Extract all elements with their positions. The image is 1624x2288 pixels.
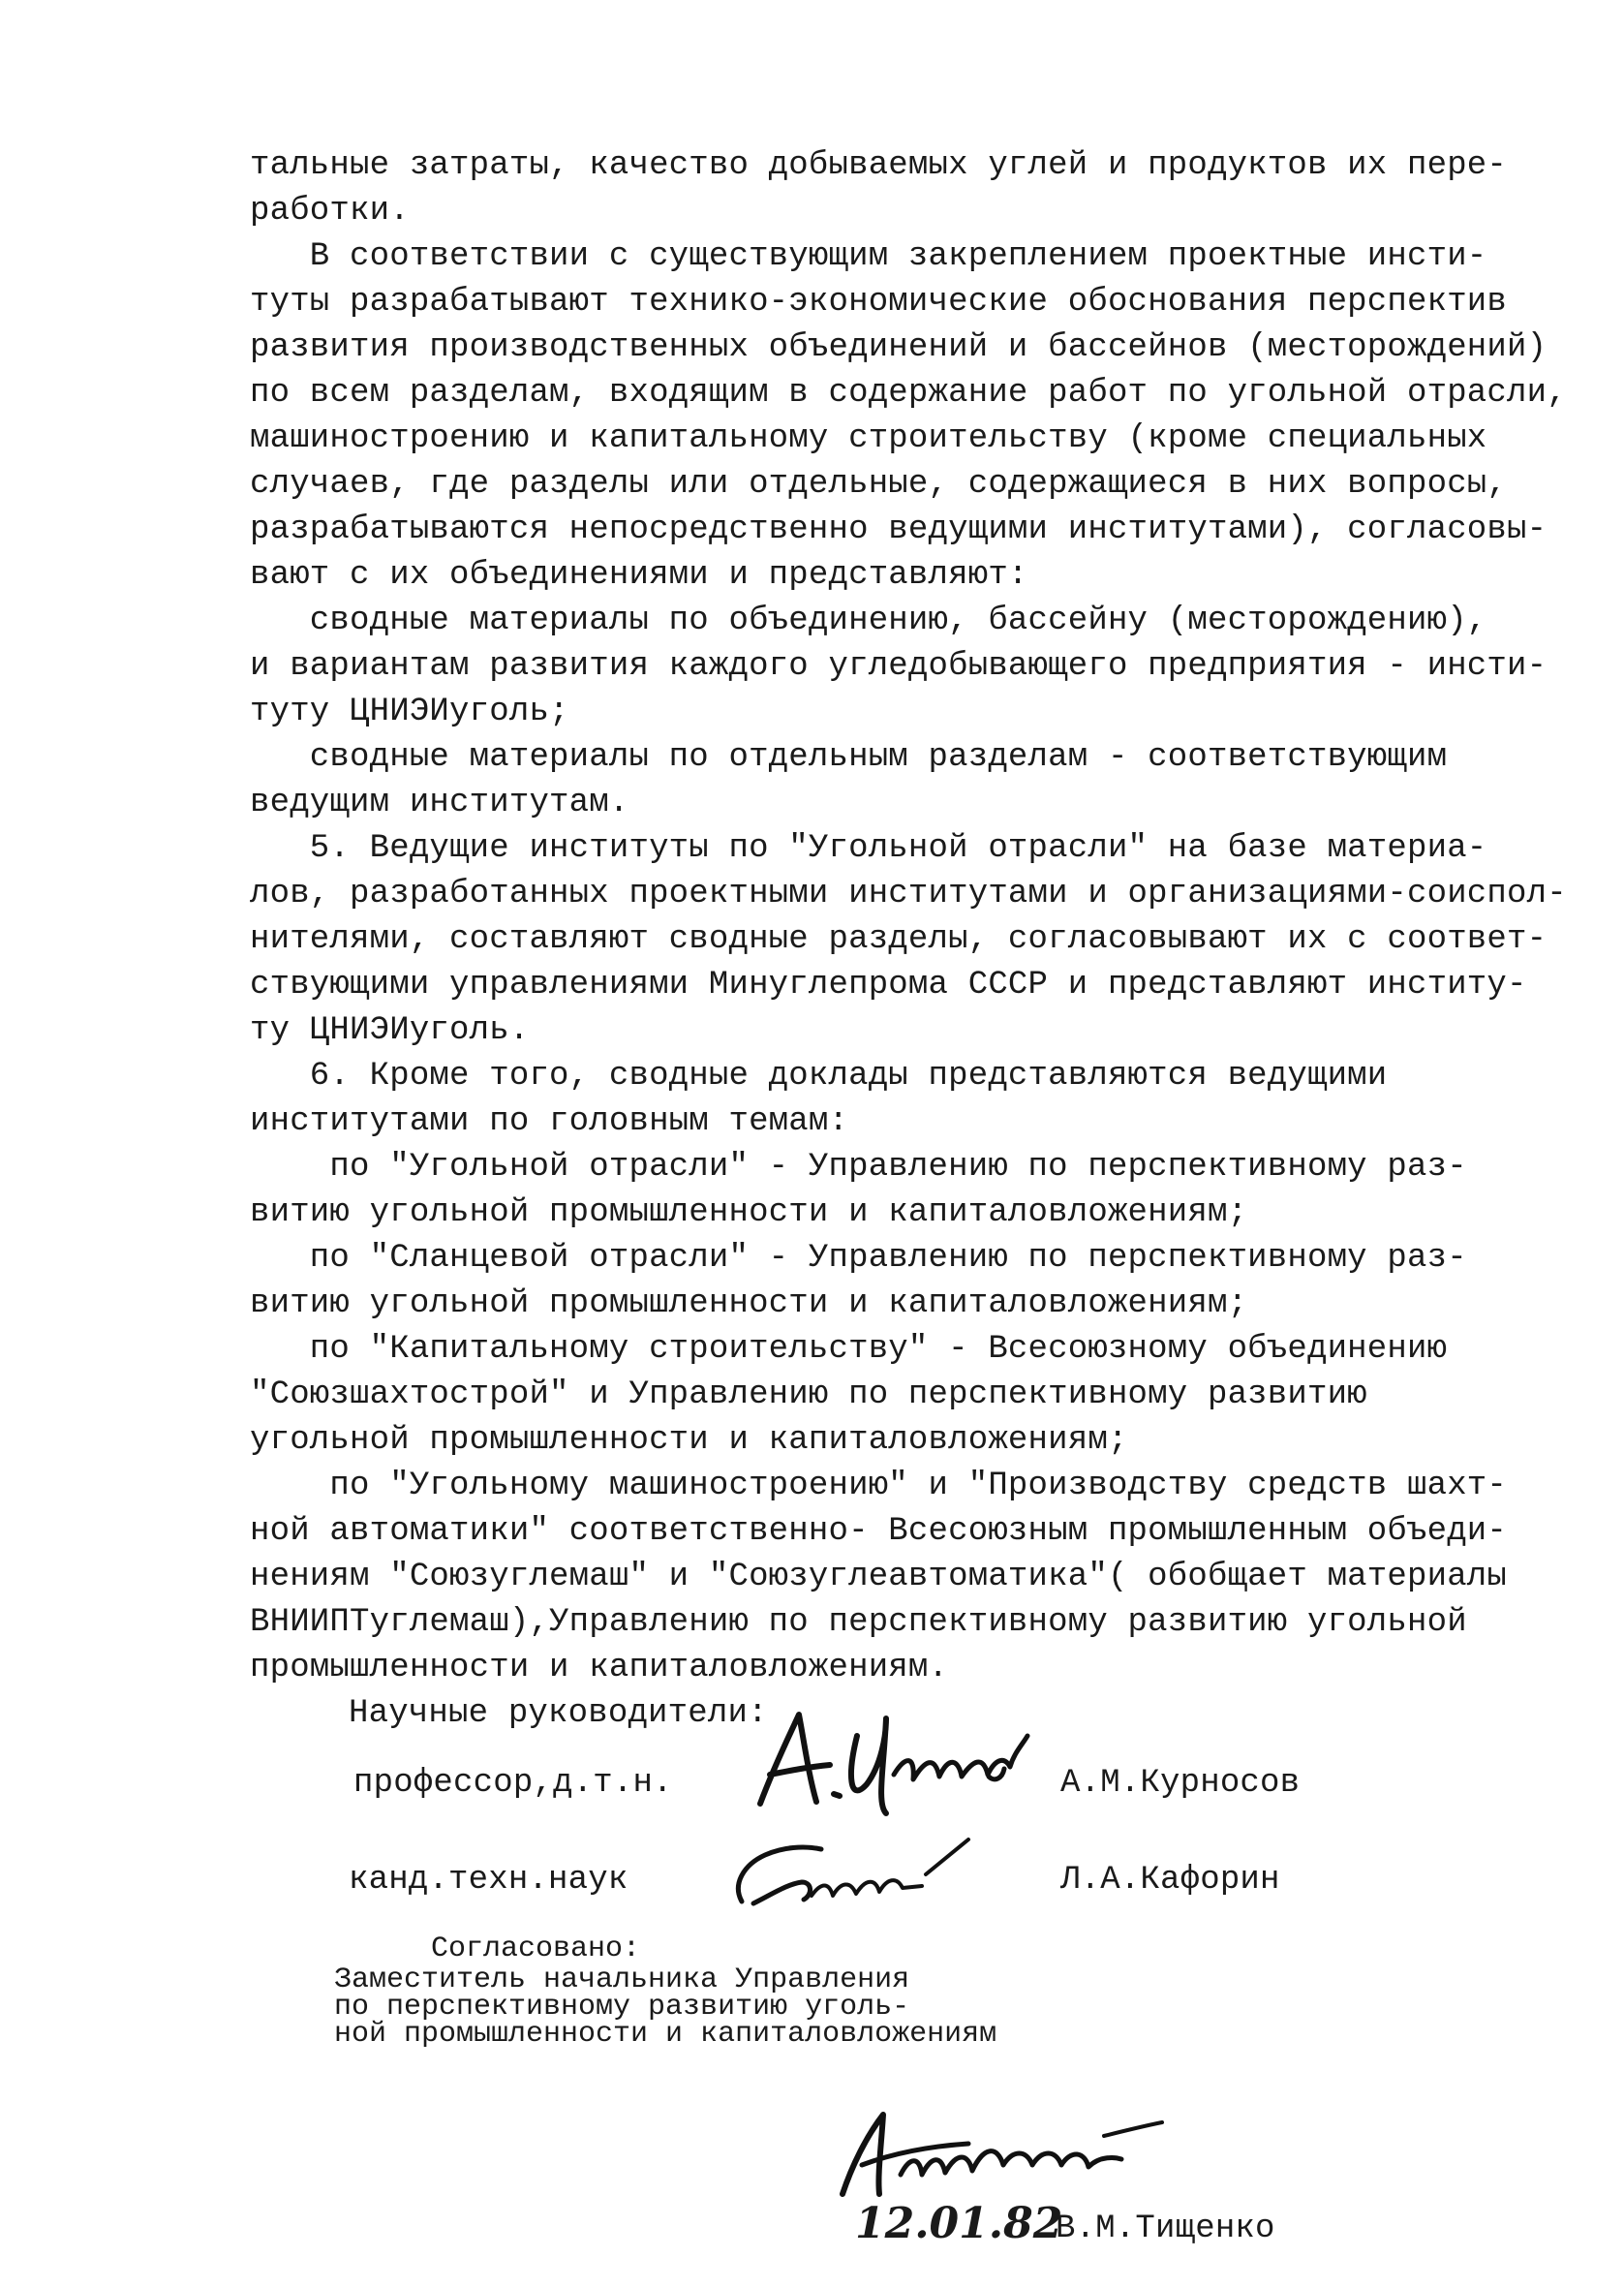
text-line: лов, разработанных проектными институтами и организациями-соиспол- bbox=[250, 876, 1567, 912]
text-line: работки. bbox=[250, 193, 410, 230]
signature-kurnosov bbox=[741, 1707, 1060, 1823]
text-line: ту ЦНИЭИуголь. bbox=[250, 1012, 530, 1049]
signer2-name: Л.А.Кафорин bbox=[1060, 1862, 1280, 1899]
text-line: сводные материалы по объединению, бассейну (месторождению), bbox=[250, 603, 1487, 639]
text-line: витию угольной промышленности и капиталовложениям; bbox=[250, 1285, 1248, 1322]
text-line: по "Угольной отрасли" - Управлению по перспективному раз- bbox=[250, 1149, 1467, 1186]
signer2-title: канд.техн.наук bbox=[349, 1862, 628, 1899]
text-line: тальные затраты, качество добываемых углей и продуктов их пере- bbox=[250, 147, 1508, 184]
signature-kaforin bbox=[715, 1826, 986, 1913]
text-line: нителями, составляют сводные разделы, согласовывают их с соответ- bbox=[250, 921, 1547, 958]
text-line: разрабатываются непосредственно ведущими институтами), согласовы- bbox=[250, 511, 1547, 548]
signer1-title: профессор,д.т.н. bbox=[353, 1765, 673, 1802]
approval-heading: Согласовано: bbox=[431, 1932, 641, 1965]
text-line: В соответствии с существующим закреплением проектные инсти- bbox=[250, 238, 1487, 275]
text-line: ведущим институтам. bbox=[250, 785, 629, 821]
text-line: по "Сланцевой отрасли" - Управлению по перспективному раз- bbox=[250, 1240, 1467, 1277]
text-line: ной автоматики" соответственно- Всесоюзным промышленным объеди- bbox=[250, 1513, 1508, 1550]
text-line: машиностроению и капитальному строительству (кроме специальных bbox=[250, 420, 1487, 457]
approval-line: Заместитель начальника Управления bbox=[334, 1963, 910, 1996]
signatures-heading: Научные руководители: bbox=[349, 1695, 768, 1732]
text-line: витию угольной промышленности и капиталовложениям; bbox=[250, 1194, 1248, 1231]
signature-tishchenko bbox=[813, 2097, 1181, 2204]
approval-name: В.М.Тищенко bbox=[1056, 2211, 1275, 2247]
approval-line: ной промышленности и капиталовложениям bbox=[334, 2018, 997, 2051]
text-line: "Союзшахтострой" и Управлению по перспективному развитию bbox=[250, 1376, 1367, 1413]
text-line: по всем разделам, входящим в содержание работ по угольной отрасли, bbox=[250, 375, 1567, 412]
text-line: случаев, где разделы или отдельные, содержащиеся в них вопросы, bbox=[250, 466, 1508, 503]
text-line: 6. Кроме того, сводные доклады представляются ведущими bbox=[250, 1058, 1388, 1095]
text-line: по "Угольному машиностроению" и "Производству средств шахт- bbox=[250, 1468, 1508, 1504]
text-line: туты разрабатывают технико-экономические обоснования перспектив bbox=[250, 284, 1508, 321]
text-line: сводные материалы по отдельным разделам - соответствующим bbox=[250, 739, 1448, 776]
text-line: ВНИИПТуглемаш),Управлению по перспективному развитию угольной bbox=[250, 1604, 1467, 1641]
text-line: по "Капитальному строительству" - Всесоюзному объединению bbox=[250, 1331, 1448, 1368]
signer1-name: А.М.Курносов bbox=[1060, 1765, 1301, 1802]
text-line: развития производственных объединений и бассейнов (месторождений) bbox=[250, 329, 1547, 366]
text-line: туту ЦНИЭИуголь; bbox=[250, 694, 569, 730]
text-line: нениям "Союзуглемаш" и "Союзуглеавтоматика"( обобщает материалы bbox=[250, 1559, 1508, 1595]
text-line: и вариантам развития каждого угледобывающего предприятия - инсти- bbox=[250, 648, 1547, 685]
text-line: институтами по головным темам: bbox=[250, 1103, 849, 1140]
text-line: 5. Ведущие институты по "Угольной отрасли" на базе материа- bbox=[250, 830, 1487, 867]
text-line: ствующими управлениями Минуглепрома СССР и представляют институ- bbox=[250, 967, 1527, 1004]
text-line: угольной промышленности и капиталовложениям; bbox=[250, 1422, 1128, 1459]
approval-date: 12.01.82 bbox=[855, 2199, 1063, 2248]
text-line: вают с их объединениями и представляют: bbox=[250, 557, 1028, 594]
approval-line: по перспективному развитию уголь- bbox=[334, 1991, 910, 2024]
text-line: промышленности и капиталовложениям. bbox=[250, 1650, 949, 1686]
